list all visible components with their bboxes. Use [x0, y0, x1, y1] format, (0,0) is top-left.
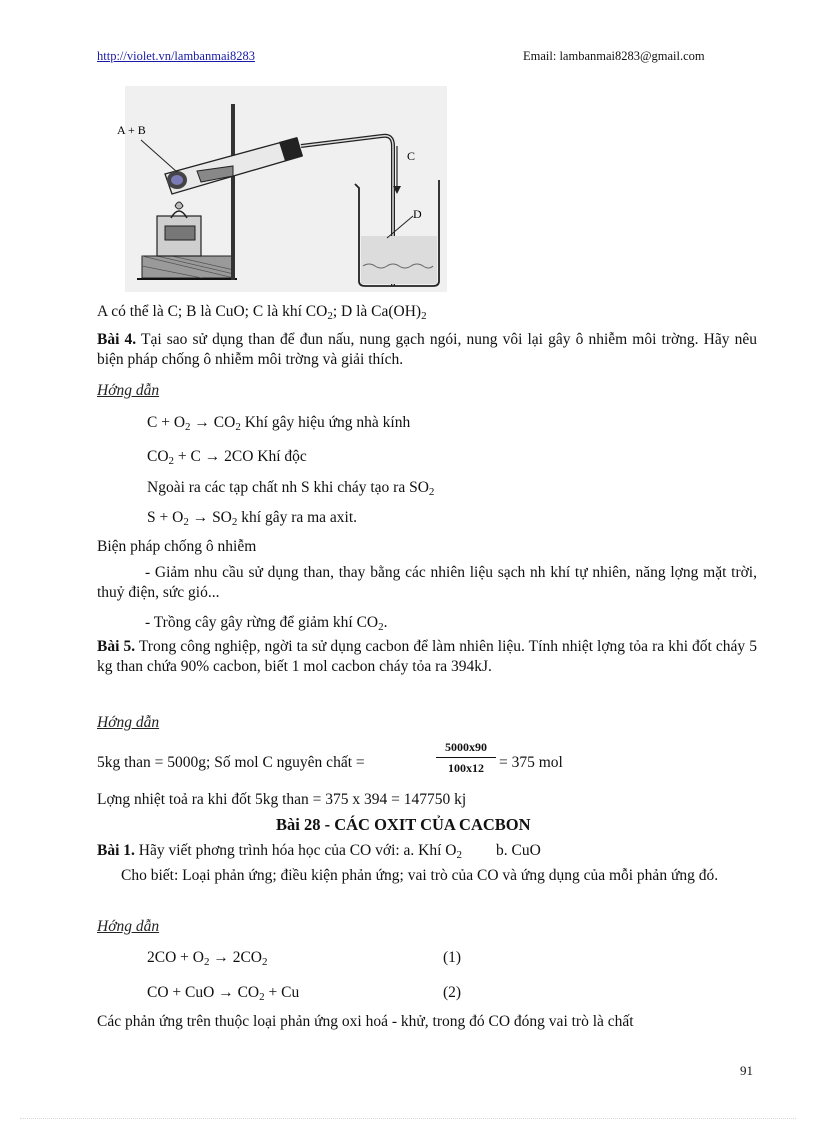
bai5-calc-right: = 375 mol	[499, 754, 563, 771]
bai28-q1-label: Bài 1.	[97, 842, 135, 859]
bai5-calc-left: 5kg than = 5000g; Số mol C nguyên chất =	[97, 754, 365, 771]
measure-1: - Giảm nhu cầu sử dụng than, thay bằng các nhiên liệu sạch nh khí tự nhiên, năng lợng mặt trời, thuỷ điện, sức gió...	[97, 564, 757, 601]
bai4-guide: Hớng dẫn	[97, 382, 160, 399]
bai28-q1-detail: Cho biết: Loại phản ứng; điều kiện phản ứng; vai trò của CO và ứng dụng của mỗi phản ứng đó.	[121, 867, 719, 884]
measure-2: - Trồng cây gây rừng để giảm khí $CO_2$.	[145, 614, 388, 633]
fraction-numerator: 5000x90	[436, 740, 496, 758]
label-ab: A + B	[117, 123, 146, 137]
header-email: Email: lambanmai8283@gmail.com	[523, 49, 705, 63]
bai4-eq3: Ngoài ra các tạp chất nh S khi cháy tạo ra $SO_2$	[147, 479, 435, 498]
header-link[interactable]: http://violet.vn/lambanmai8283	[97, 49, 255, 63]
reaction-2-number: (2)	[443, 984, 462, 1001]
bai5-guide: Hớng dẫn	[97, 714, 160, 731]
reaction-2: CO + CuO → $CO_2 + Cu$	[147, 984, 300, 1003]
bai5-question: Bài 5. Trong công nghiệp, ngời ta sử dụng cacbon để làm nhiên liệu. Tính nhiệt lợng tỏa ra khi đốt cháy 5 kg than chứa 90% cacbon, biết 1 mol cacbon cháy tỏa ra 394kJ.	[97, 638, 757, 675]
answer-3: A có thể là C; B là CuO; C là khí $CO_2$; D là $Ca(OH)_2$	[97, 303, 427, 322]
label-c: C	[407, 149, 416, 163]
apparatus-figure	[97, 76, 447, 292]
reaction-1: $2CO + O_2 \to 2CO_2$	[147, 949, 268, 968]
lesson-28-title: Bài 28 - CÁC OXIT CỦA CACBON	[276, 815, 531, 834]
bai4-eq1: $C + O_2 \to CO_2$ Khí gây hiệu ứng nhà kính	[147, 414, 411, 433]
reaction-1-number: (1)	[443, 949, 462, 966]
bai28-q1: Bài 1. Hãy viết phơng trình hóa học của CO với: a. Khí $O_2$ b. CuO	[97, 842, 541, 861]
bai5-label: Bài 5.	[97, 638, 136, 655]
mol-fraction	[436, 740, 496, 776]
fraction-denominator: 100x12	[448, 761, 484, 775]
page-number: 91	[740, 1063, 753, 1078]
closing-line: Các phản ứng trên thuộc loại phản ứng oxi hoá - khử, trong đó CO đóng vai trò là chất	[97, 1013, 634, 1030]
measures-title: Biện pháp chống ô nhiễm	[97, 538, 257, 555]
bai4-question: Bài 4. Tại sao sử dụng than để đun nấu, nung gạch ngói, nung vôi lại gây ô nhiễm môi trờng. Hãy nêu biện pháp chống ô nhiễm môi trờng và giải thích.	[97, 331, 757, 368]
footer-rule	[20, 1118, 796, 1119]
bai28-guide: Hớng dẫn	[97, 918, 160, 935]
bai4-eq2: $CO_2 + C \to 2CO$ Khí độc	[147, 448, 307, 467]
label-d: D	[413, 207, 422, 221]
bai5-heat: Lợng nhiệt toả ra khi đốt 5kg than = 375 x 394 = 147750 kj	[97, 791, 467, 808]
bai4-label: Bài 4.	[97, 331, 137, 348]
bai4-eq4: $S + O_2 \to SO_2$ khí gây ra ma axit.	[147, 509, 358, 528]
